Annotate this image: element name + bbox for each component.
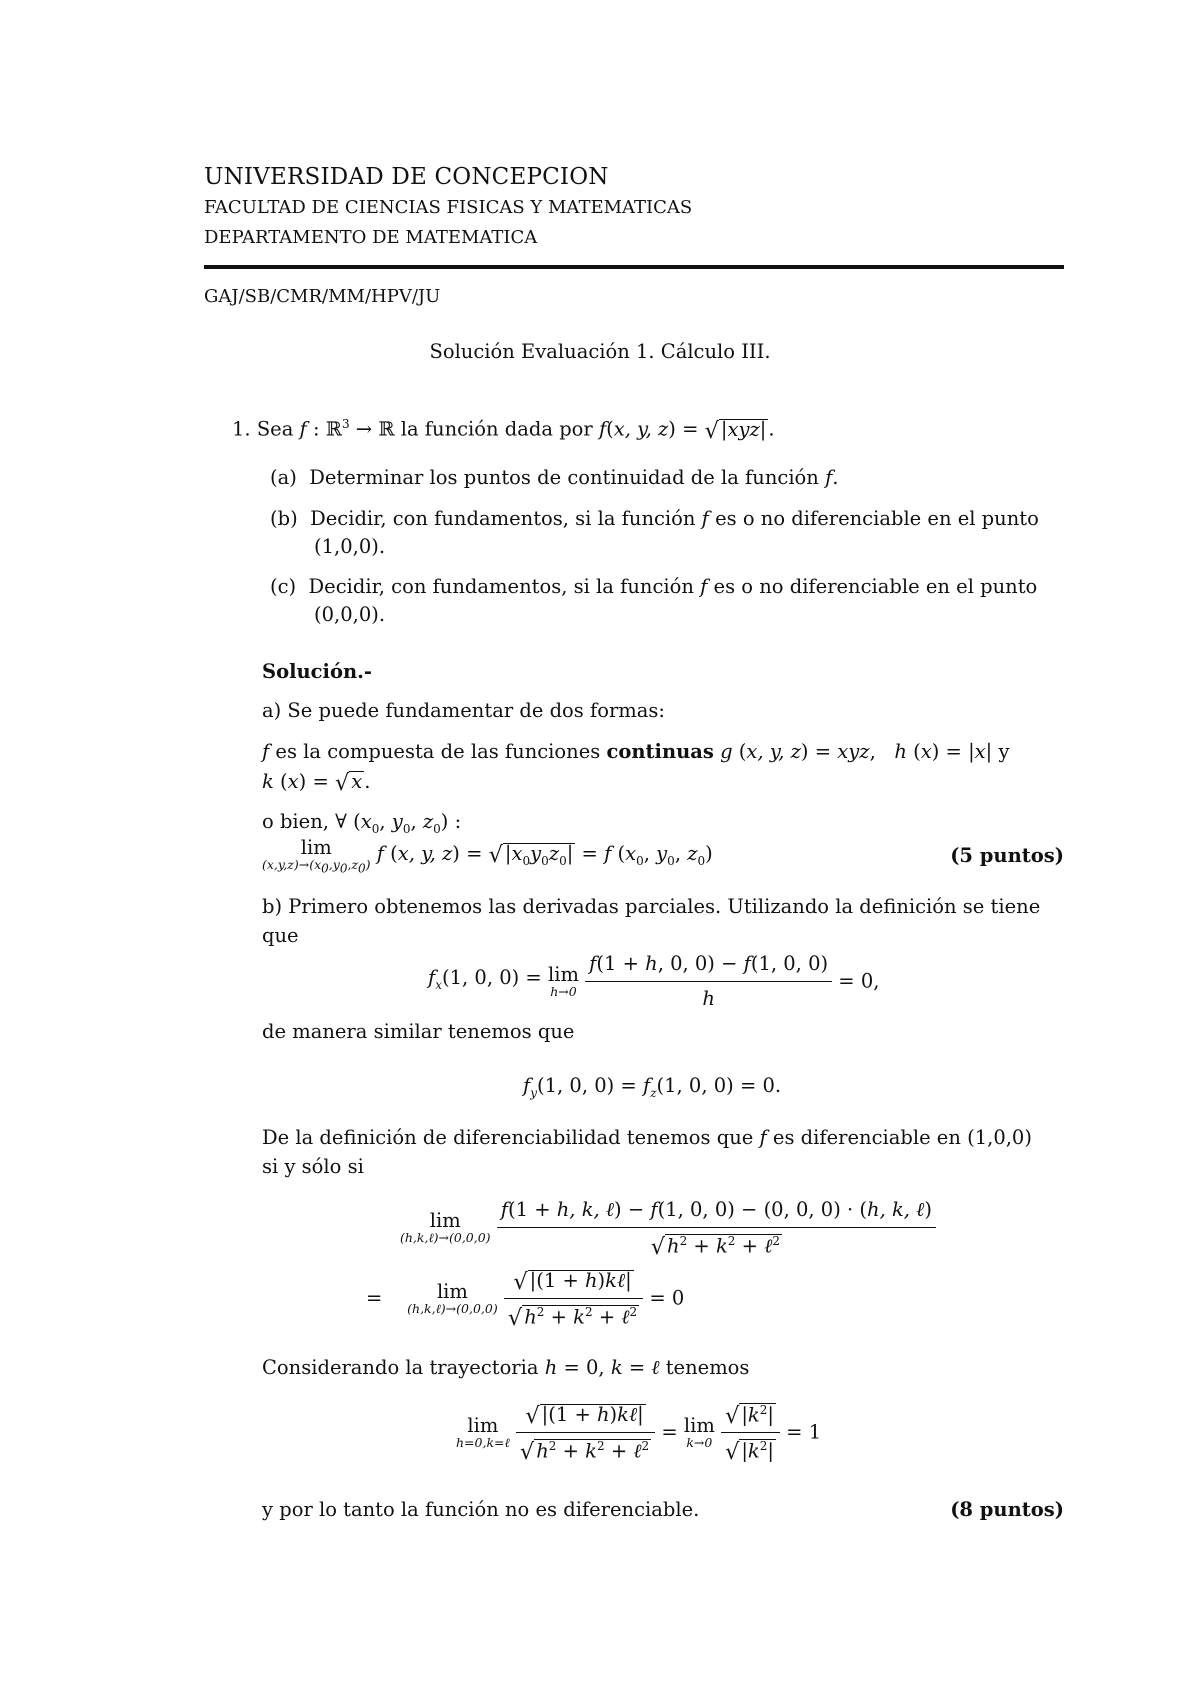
page-title: Solución Evaluación 1. Cálculo III. [429, 340, 771, 363]
faculty-name: FACULTAD DE CIENCIAS FISICAS Y MATEMATICAS [204, 197, 693, 218]
item-b-text: Decidir, con fundamentos, si la función [310, 507, 696, 530]
problem-statement: 1. Sea f : ℝ$^3$ → ℝ la función dada por f(x, y, z) = √ |xyz| . [232, 417, 775, 444]
solution-b-consider: Considerando la trayectoria h = 0, k = ℓ tenemos [262, 1356, 750, 1379]
problem-intro-mid: la función dada por [400, 417, 593, 441]
item-c-point: (0,0,0). [314, 603, 386, 626]
item-b-text2: es o no diferenciable en el punto [715, 507, 1039, 530]
item-c-label: (c) [270, 575, 297, 598]
item-c: (c) Decidir, con fundamentos, si la función f es o no diferenciable en el punto [270, 575, 1038, 598]
problem-number: 1. [232, 417, 251, 441]
solution-a-line1: a) Se puede fundamentar de dos formas: [262, 699, 665, 722]
item-a-label: (a) [270, 466, 297, 489]
solution-b-line1: b) Primero obtenemos las derivadas parciales. Utilizando la definición se tiene [262, 895, 1041, 918]
solution-b-line2: que [262, 924, 299, 947]
solution-b-similar: de manera similar tenemos que [262, 1020, 575, 1043]
item-a-text: Determinar los puntos de continuidad de la función [309, 466, 819, 489]
solution-b-def1b: es diferenciable en (1,0,0) [772, 1126, 1032, 1149]
item-b: (b) Decidir, con fundamentos, si la función f es o no diferenciable en el punto [270, 507, 1039, 530]
solution-b-def1a: De la definición de diferenciabilidad tenemos que [262, 1126, 754, 1149]
points-a: (5 puntos) [950, 844, 1064, 867]
solution-a-continuas: continuas [606, 740, 714, 763]
solution-a-y: y [998, 740, 1010, 763]
solution-a-limit: lim $(x,y,z)\to(x_0,y_0,z_0)$ f (x, y, z) = √ $|x_0y_0z_0| = f$ ($x_0$, $y_0$, $z_0$) [262, 836, 713, 876]
solution-a-obien: o bien, [262, 810, 329, 833]
item-b-label: (b) [270, 507, 298, 530]
item-c-text: Decidir, con fundamentos, si la función [308, 575, 694, 598]
university-name: UNIVERSIDAD DE CONCEPCION [204, 164, 609, 190]
solution-a-line2a: es la compuesta de las funciones [275, 740, 601, 763]
authors-line: GAJ/SB/CMR/MM/HPV/JU [204, 286, 441, 307]
solution-b-def2: si y sólo si [262, 1155, 364, 1178]
solution-b-consider-a: Considerando la trayectoria [262, 1356, 539, 1379]
header-divider [204, 265, 1064, 269]
points-b: (8 puntos) [950, 1498, 1064, 1521]
limit-operator: lim $(x,y,z)\to(x_0,y_0,z_0)$ [262, 836, 371, 876]
partial-x-equation: $f_x(1$, 0, 0) = lim h→0 $\frac{f(1 + h, 0, 0) - f(1, 0, 0)}{h}$ = 0, [428, 950, 879, 1013]
solution-a-line3: k (x) = √ x . [262, 770, 371, 796]
diff-limit-equation: lim (h,k,ℓ)→(0,0,0) $\frac{\text{f(1 + h, k, ℓ) − f(1, 0, 0) − (0, 0, 0) · (h, k, ℓ)}}{√ h^2 + k^2 + \ell^2}$ [400, 1196, 936, 1260]
solution-b-consider-b: tenemos [665, 1356, 750, 1379]
diff-limit-equation-2: = lim (h,k,ℓ)→(0,0,0) $\frac{\text{√ |(1 + h)kℓ|}}{√ h^2 + k^2 + \ell^2}$ = 0 [366, 1269, 685, 1331]
solution-a-line2: f es la compuesta de las funciones continuas g (x, y, z) = xyz, h (x) = |x| y [262, 740, 1010, 763]
problem-intro: Sea [256, 417, 294, 441]
solution-a-line4: o bien, ∀ ($x_0$, $y_0$, $z_0$) : [262, 810, 462, 836]
item-c-text2: es o no diferenciable en el punto [713, 575, 1038, 598]
item-a: (a) Determinar los puntos de continuidad de la función f. [270, 466, 839, 489]
path-limit-equation: lim h=0,k=ℓ $\frac{\text{√ |(1 + h)kℓ|}}{√ h^2 + k^2 + \ell^2}$ = lim k→0 $\frac{√ |k^2|}{√ |k^2|}$ = 1 [456, 1402, 822, 1465]
solution-heading: Solución.- [262, 660, 373, 683]
item-b-point: (1,0,0). [314, 535, 386, 558]
solution-b-conclusion: y por lo tanto la función no es diferenciable. [262, 1498, 700, 1521]
partial-yz-equation: $f_y(1$, 0, $0) = f_z(1$, 0, 0) = 0. [523, 1074, 782, 1100]
department-name: DEPARTAMENTO DE MATEMATICA [204, 227, 538, 248]
solution-b-def1: De la definición de diferenciabilidad tenemos que f es diferenciable en (1,0,0) [262, 1126, 1032, 1149]
